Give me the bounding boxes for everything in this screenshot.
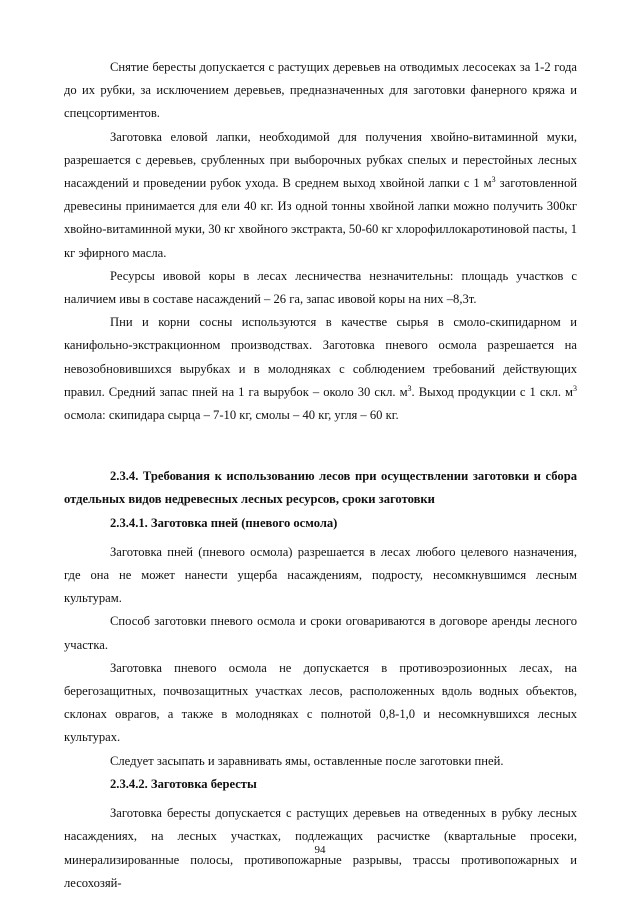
paragraph-birch-bark-harvest: Заготовка бересты допускается с растущих деревьев на отведенных в рубку лесных насаждениях, на лесных участках, подлежащих расчистке (квартальные просеки, минерализированные полосы, противопожарные разрывы, трассы противопожарных и лесохозяй- [64,806,577,890]
superscript-cubic: 3 [407,383,412,393]
paragraph-birch-bark-removal: Снятие бересты допускается с растущих деревьев на отводимых лесосеках за 1-2 года до их рубки, за исключением деревьев, предназначенных для заготовки фанерного кряжа и спецсортиментов. [64,60,577,121]
paragraph-spruce-branches-part-a: Заготовка еловой лапки, необходимой для получения хвойно-витаминной муки, разрешается с деревьев, срубленных при выборочных рубках спелых и перестойных лесных насаждений и проведении рубок ухода. В среднем выход хвойной лапки с 1 м [64,129,577,191]
document-page [64,56,577,895]
heading-2-3-4-2: 2.3.4.2. Заготовка бересты [110,776,257,791]
heading-2-3-4-1: 2.3.4.1. Заготовка пней (пневого осмола) [110,515,338,530]
superscript-cubic: 3 [573,383,578,393]
heading-2-3-4: 2.3.4. Требования к использованию лесов при осуществлении заготовки и сбора отдельных видов недревесных лесных ресурсов, сроки заготовки [64,469,577,507]
paragraph-pine-stumps-part-c: осмола: скипидара сырца – 7-10 кг, смолы – 40 кг, угля – 60 кг. [64,408,399,423]
superscript-cubic: 3 [491,175,496,185]
page-number: 94 [314,844,326,856]
paragraph-fill-pits: Следует засыпать и заравнивать ямы, оставленные после заготовки пней. [110,753,504,768]
paragraph-willow-bark: Ресурсы ивовой коры в лесах лесничества незначительны: площадь участков с наличием ивы в составе насаждений – 26 га, запас ивовой коры на них –8,3т. [64,268,577,307]
section-spacer [64,427,577,465]
paragraph-stump-harvest-prohibited: Заготовка пневого осмола не допускается в противоэрозионных лесах, на берегозащитных, почвозащитных участках лесов, расположенных вдоль водных объектов, склонах оврагов, а также в молодняках с полнотой 0,8-1,0 и несомкнувшихся лесных культурах. [64,660,577,745]
paragraph-spruce-branches [64,126,577,265]
paragraph-stump-harvest-method: Способ заготовки пневого осмола и сроки оговариваются в договоре аренды лесного участка. [64,614,577,652]
paragraph-stump-harvest-allowed: Заготовка пней (пневого осмола) разрешается в лесах любого целевого назначения, где она не может нанести ущерба насаждениям, подросту, несомкнувшимся лесным культурам. [64,544,577,606]
paragraph-pine-stumps [64,311,577,427]
paragraph-pine-stumps-part-a: Пни и корни сосны используются в качестве сырья в смоло-скипидарном и канифольно-экстракционном производствах. Заготовка пневого осмола разрешается на невозобновившихся вырубках и в молодняках с соблюдением требований действующих правил. Средний запас пней на 1 га вырубок – около 30 скл. м [64,315,577,399]
paragraph-spruce-branches-part-b: заготовленной древесины принимается для ели 40 кг. Из одной тонны хвойной лапки можно получить 300кг хвойно-витаминной муки, 30 кг хвойного экстракта, 50-60 кг хлорофиллокаротиновой пасты, 1 кг эфирного масла. [64,176,577,260]
paragraph-pine-stumps-part-b: . Выход продукции с 1 скл. м [411,384,574,399]
